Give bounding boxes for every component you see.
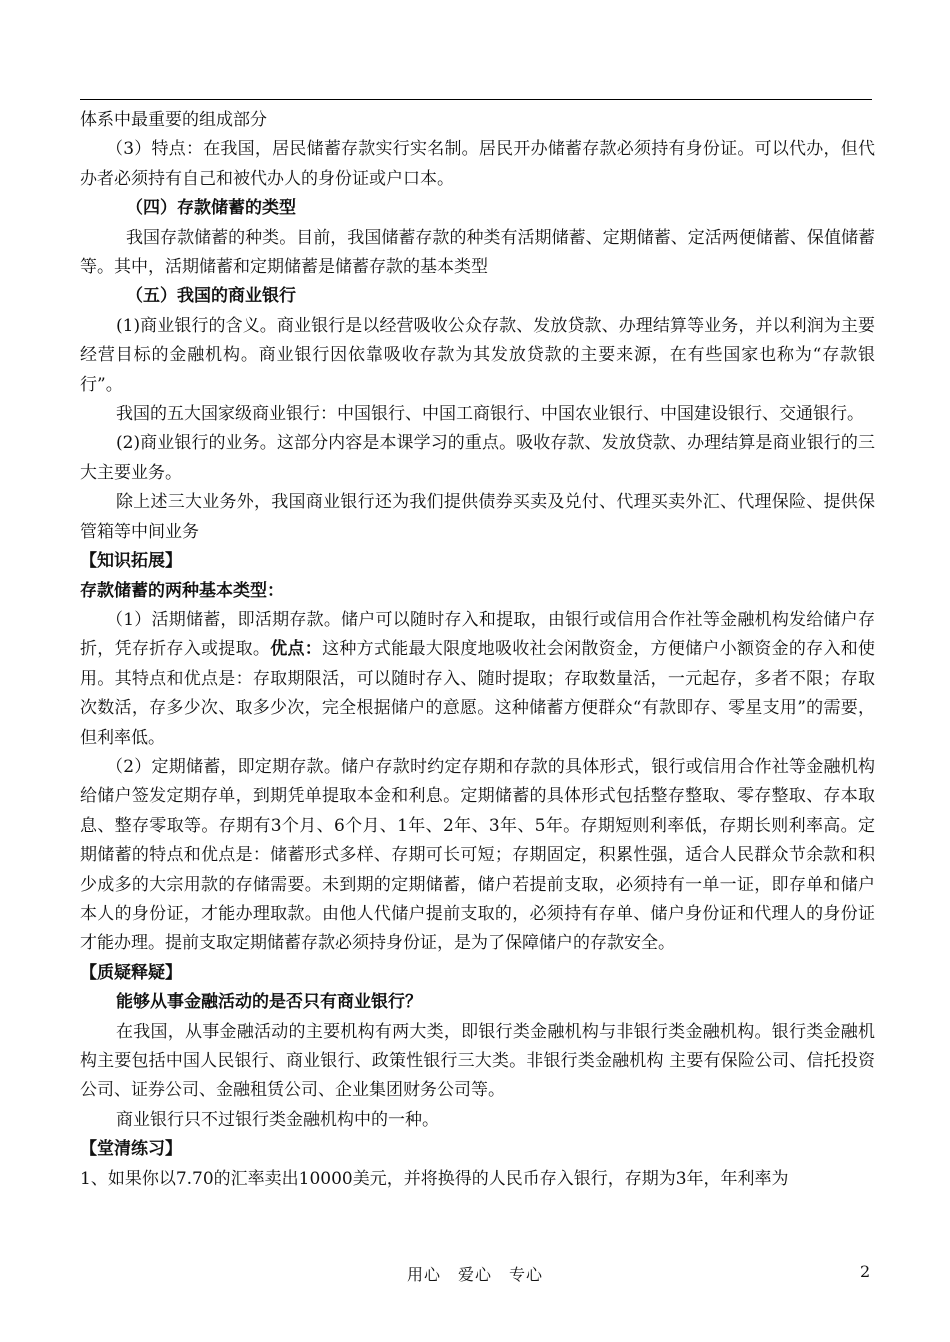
paragraph: （3）特点：在我国，居民储蓄存款实行实名制。居民开办储蓄存款必须持有身份证。可以代办，但代办者必须持有自己和被代办人的身份证或户口本。	[80, 139, 875, 189]
section-label: 【知识拓展】	[80, 551, 182, 572]
paragraph: 体系中最重要的组成部分	[80, 110, 267, 130]
header-rule	[80, 99, 872, 100]
subheading: 存款储蓄的两种基本类型：	[80, 580, 284, 601]
paragraph: 商业银行只不过银行类金融机构中的一种。	[116, 1109, 439, 1130]
paragraph: (2)商业银行的业务。这部分内容是本课学习的重点。吸收存款、发放贷款、办理结算是商业银行的三大主要业务。	[80, 433, 875, 483]
section-label: 【堂清练习】	[80, 1139, 182, 1160]
page-body	[80, 106, 875, 1194]
paragraph	[80, 606, 875, 753]
paragraph: (1)商业银行的含义。商业银行是以经营吸收公众存款、发放贷款、办理结算等业务，并以利润为主要经营目标的金融机构。商业银行因依靠吸收存款为其发放贷款的主要来源，在有些国家也称为“存款银行”。	[80, 315, 875, 395]
paragraph: 除上述三大业务外，我国商业银行还为我们提供债券买卖及兑付、代理买卖外汇、代理保险、提供保管箱等中间业务	[80, 492, 875, 542]
paragraph: 我国的五大国家级商业银行：中国银行、中国工商银行、中国农业银行、中国建设银行、交通银行。	[116, 404, 864, 425]
question-heading: 能够从事金融活动的是否只有商业银行？	[116, 992, 422, 1013]
bold-label: 优点：	[270, 639, 323, 660]
paragraph: 在我国，从事金融活动的主要机构有两大类，即银行类金融机构与非银行类金融机构。银行类金融机构主要包括中国人民银行、商业银行、政策性银行三大类。非银行类金融机构 主要有保险公司、信托投资公司、证券公司、金融租赁公司、企业集团财务公司等。	[80, 1021, 875, 1101]
paragraph-text: 这种方式能最大限度地吸收社会闲散资金，方便储户小额资金的存入和使用。其特点和优点是：存取期限活，可以随时存入、随时提取；存取数量活，一元起存，多者不限；存取次数活，存多少次、取多少次，完全根据储户的意愿。这种储蓄方便群众“有款即存、零星支用”的需要，但利率低。	[80, 639, 876, 748]
exercise-item: 1、如果你以7.70的汇率卖出10000美元，并将换得的人民币存入银行，存期为3年，年利率为	[80, 1168, 789, 1189]
section-heading: （五）我国的商业银行	[126, 286, 296, 307]
paragraph: （2）定期储蓄，即定期存款。储户存款时约定存期和存款的具体形式，银行或信用合作社等金融机构给储户签发定期存单，到期凭单提取本金和利息。定期储蓄的具体形式包括整存整取、零存整取、存本取息、整存零取等。存期有3个月、6个月、1年、2年、3年、5年。存期短则利率低，存期长则利率高。定期储蓄的特点和优点是：储蓄形式多样、存期可长可短；存期固定，积累性强，适合人民群众节余款和积少成多的大宗用款的存储需要。未到期的定期储蓄，储户若提前支取，必须持有一单一证，即存单和储户本人的身份证，才能办理取款。由他人代储户提前支取的，必须持有存单、储户身份证和代理人的身份证才能办理。提前支取定期储蓄存款必须持身份证，是为了保障储户的存款安全。	[80, 756, 875, 954]
paragraph: 我国存款储蓄的种类。目前，我国储蓄存款的种类有活期储蓄、定期储蓄、定活两便储蓄、保值储蓄等。其中，活期储蓄和定期储蓄是储蓄存款的基本类型	[80, 227, 875, 278]
section-label: 【质疑释疑】	[80, 962, 182, 983]
paragraph-text: （1）活期储蓄，即活期存款。储户可以随时存入和提取，由银行或信用合作社等金融机构发给储户存折，凭存折存入或提取。	[80, 609, 875, 660]
section-heading: （四）存款储蓄的类型	[126, 198, 296, 219]
page-number: 2	[860, 1262, 871, 1281]
footer-motto: 用心 爱心 专心	[406, 1265, 543, 1284]
